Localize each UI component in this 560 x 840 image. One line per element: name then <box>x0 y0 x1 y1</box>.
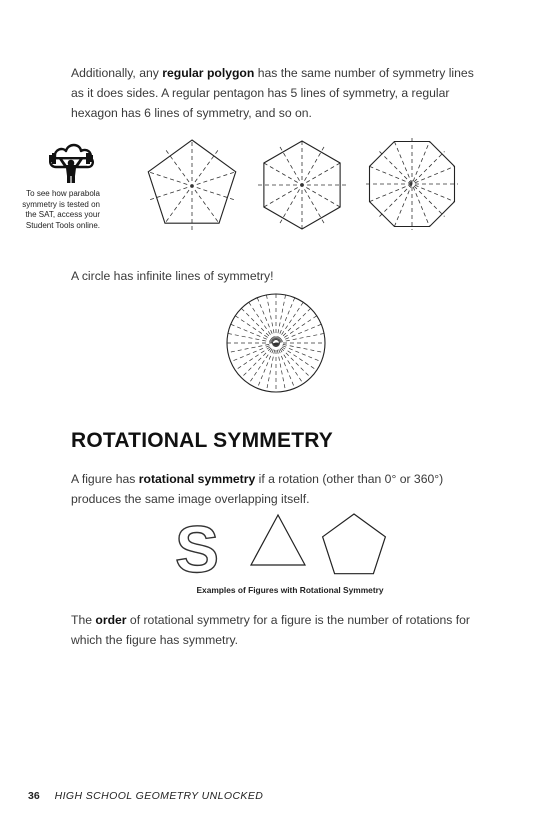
equilateral-triangle-figure <box>251 515 305 565</box>
octagon-symmetry-lines <box>366 138 458 230</box>
paragraph-text: A figure has <box>71 472 139 486</box>
figure-caption: Examples of Figures with Rotational Symmetry <box>196 585 384 595</box>
term-rotational-symmetry: rotational symmetry <box>138 472 256 486</box>
paragraph-text: of rotational symmetry for a figure is the number of rotations for which the figure has symmetry. <box>71 613 470 647</box>
paragraph-order <box>71 610 481 650</box>
paragraph-text: if a rotation (other than 0° or 360°) produces the same image overlapping itself. <box>71 472 444 506</box>
weightlifter-cloud-icon <box>46 139 96 183</box>
pentagon-figure <box>323 514 386 574</box>
term-order: order <box>95 613 127 627</box>
page-number: 36 <box>28 790 40 802</box>
hexagon-symmetry-figure <box>257 139 347 231</box>
symmetry-line <box>166 150 218 221</box>
octagon-symmetry-figure <box>364 136 460 232</box>
term-regular-polygon: regular polygon <box>162 66 255 80</box>
circle-symmetry-figure <box>224 291 328 395</box>
page-footer <box>28 790 263 802</box>
rotational-symmetry-figures <box>170 512 410 580</box>
paragraph-circle: A circle has infinite lines of symmetry! <box>71 269 274 283</box>
section-heading: ROTATIONAL SYMMETRY <box>71 429 334 452</box>
paragraph-rotational-symmetry <box>71 469 481 509</box>
paragraph-regular-polygon <box>71 63 481 123</box>
pentagon-symmetry-figure <box>141 136 243 232</box>
paragraph-text: Additionally, any <box>71 66 163 80</box>
hexagon-symmetry-lines <box>258 141 346 229</box>
paragraph-text: The <box>71 613 96 627</box>
book-title: HIGH SCHOOL GEOMETRY UNLOCKED <box>54 790 264 802</box>
paragraph-text: has the same number of symmetry lines as it does sides. A regular pentagon has 5 lines of symmetry, a regular hexagon has 6 lines of symmetry, and so on. <box>71 66 474 120</box>
letter-s-figure: S <box>174 512 220 580</box>
sidebar-note: To see how parabola symmetry is tested on the SAT, access your Student Tools online. <box>22 189 100 230</box>
